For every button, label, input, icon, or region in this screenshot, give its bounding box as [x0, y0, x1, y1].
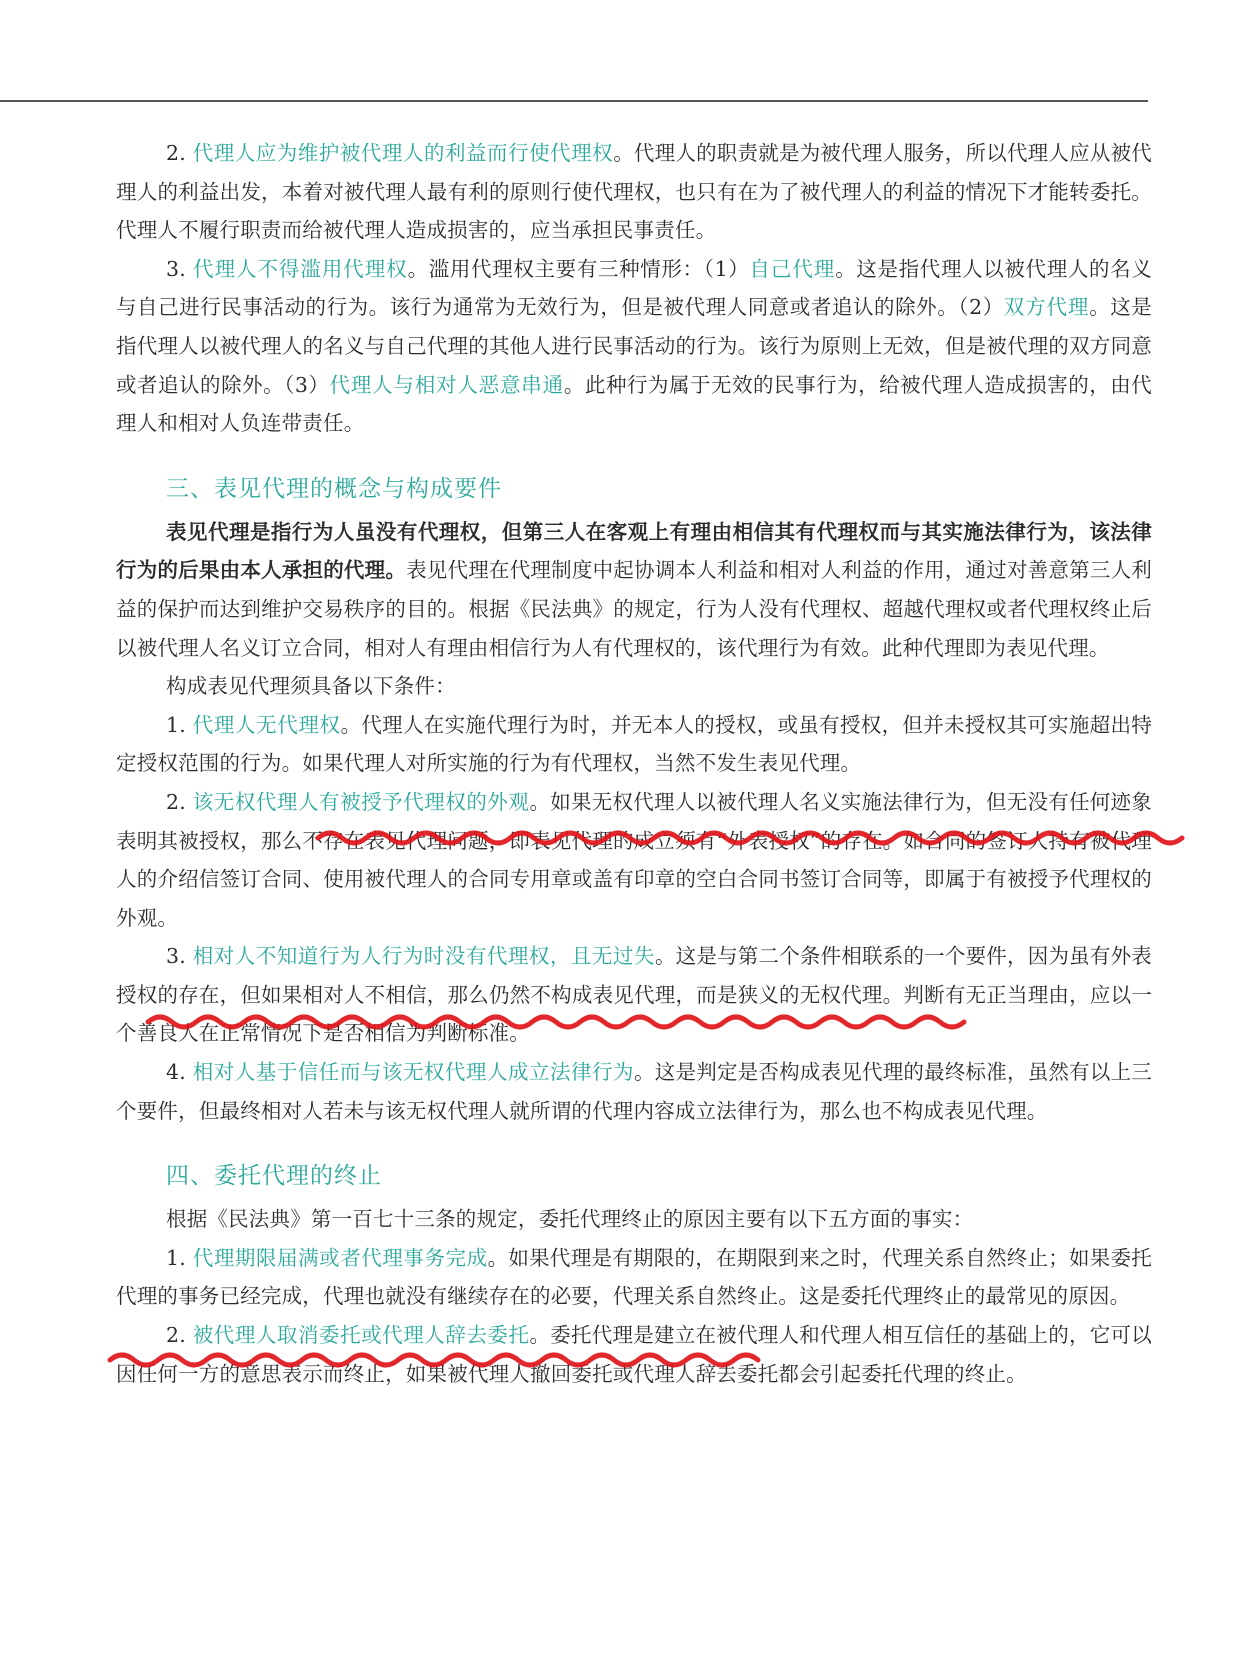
- section-heading: 三、表见代理的概念与构成要件: [166, 475, 502, 502]
- item-number: 4.: [166, 1060, 193, 1085]
- key-phrase: 代理人与相对人恶意串通: [329, 372, 564, 397]
- paragraph-no-abuse: [116, 250, 1152, 443]
- item-number: 2.: [166, 1323, 193, 1348]
- paragraph-text: 。委托代理是建立在被代理人和代理人相互信任的基础上的，它可以因任何一方的意思表示而终止，如果被代理人撤回委托或代理人辞去委托都会引起委托代理的终止。: [116, 1323, 1153, 1386]
- item-number: 3.: [166, 256, 194, 281]
- section-heading: 四、委托代理的终止: [166, 1163, 382, 1190]
- key-phrase: 该无权代理人有被授予代理权的外观: [192, 789, 530, 814]
- item-number: 1.: [166, 1245, 193, 1270]
- key-phrase: 代理期限届满或者代理事务完成: [192, 1245, 488, 1270]
- paragraph-text: 。这是指代理人以被代理人的名义与自己代理的其他人进行民事活动的行为。该行为原则上无效，但是被代理的双方同意或者追认的除外。（3）: [116, 295, 1153, 397]
- paragraph-text: 。此种行为属于无效的民事行为，给被代理人造成损害的，由代理人和相对人负连带责任。: [116, 372, 1153, 436]
- key-phrase: 代理人应为维护被代理人的利益而行使代理权: [192, 141, 614, 165]
- key-phrase: 相对人基于信任而与该无权代理人成立法律行为: [192, 1060, 635, 1085]
- document-page: [116, 134, 1152, 1393]
- paragraph-text: 。这是与第二个条件相联系的一个要件，因为虽有外表授权的存在，但如果相对人不相信，那么仍然不构成表见代理，而是狭义的无权代理。判断有无正当理由，应以一个善良人在正常情况下是否相信为判断标准。: [116, 944, 1152, 1046]
- paragraph-conditions-lead: 构成表见代理须具备以下条件：: [166, 674, 456, 699]
- paragraph-termination-lead: 根据《民法典》第一百七十三条的规定，委托代理终止的原因主要有以下五方面的事实：: [166, 1207, 974, 1232]
- paragraph-text: 。如果无权代理人以被代理人名义实施法律行为，但无没有任何迹象表明其被授权，那么不存在表见代理问题，即表见代理的成立须有“外表授权”的存在。如合同的签订人持有被代理人的介绍信签订合同、使用被代理人的合同专用章或盖有印章的空白合同书签订合同等，即属于有被授予代理权的外观。: [116, 789, 1153, 930]
- item-number: 1.: [166, 712, 193, 737]
- key-phrase: 被代理人取消委托或代理人辞去委托: [192, 1323, 530, 1348]
- list-item: [116, 937, 1152, 1053]
- key-phrase: 双方代理: [1003, 295, 1090, 320]
- list-item: [116, 1316, 1152, 1393]
- paragraph-text: 。这是指代理人以被代理人的名义与自己进行民事活动的行为。该行为通常为无效行为，但是被代理人同意或者追认的除外。（2）: [116, 256, 1152, 320]
- item-number: 2.: [166, 789, 193, 814]
- paragraph-agent-duty: [116, 134, 1152, 250]
- key-phrase: 自己代理: [749, 256, 836, 281]
- item-number: 2.: [166, 141, 193, 165]
- paragraph-text: 。滥用代理权主要有三种情形：（1）: [407, 256, 750, 281]
- paragraph-text: 。代理人在实施代理行为时，并无本人的授权，或虽有授权，但并未授权其可实施超出特定授权范围的行为。如果代理人对所实施的行为有代理权，当然不发生表见代理。: [116, 712, 1152, 776]
- list-item: [116, 706, 1152, 783]
- list-item: [116, 1239, 1152, 1316]
- paragraph-definition: [116, 513, 1152, 667]
- list-item: [116, 1053, 1152, 1130]
- definition-text: 表见代理是指行为人虽没有代理权，但第三人在客观上有理由相信其有代理权而与其实施法律行为，该法律行为的后果由本人承担的代理。: [116, 519, 1152, 583]
- key-phrase: 代理人不得滥用代理权: [193, 256, 408, 281]
- item-number: 3.: [166, 944, 193, 969]
- paragraph-text: 。这是判定是否构成表见代理的最终标准，虽然有以上三个要件，但最终相对人若未与该无权代理人就所谓的代理内容成立法律行为，那么也不构成表见代理。: [116, 1060, 1153, 1123]
- key-phrase: 相对人不知道行为人行为时没有代理权，且无过失: [192, 944, 655, 969]
- paragraph-text: 。如果代理是有期限的，在期限到来之时，代理关系自然终止；如果委托代理的事务已经完成，代理也就没有继续存在的必要，代理关系自然终止。这是委托代理终止的最常见的原因。: [116, 1245, 1152, 1309]
- list-item: [116, 783, 1152, 937]
- paragraph-text: 。代理人的职责就是为被代理人服务，所以代理人应从被代理人的利益出发，本着对被代理人最有利的原则行使代理权，也只有在为了被代理人的利益的情况下才能转委托。代理人不履行职责而给被代理人造成损害的，应当承担民事责任。: [116, 141, 1152, 243]
- key-phrase: 代理人无代理权: [192, 712, 341, 737]
- paragraph-text: 表见代理在代理制度中起协调本人利益和相对人利益的作用，通过对善意第三人利益的保护而达到维护交易秩序的目的。根据《民法典》的规定，行为人没有代理权、超越代理权或者代理权终止后以被代理人名义订立合同，相对人有理由相信行为人有代理权的，该代理行为有效。此种代理即为表见代理。: [116, 558, 1152, 660]
- top-rule: [0, 100, 1148, 102]
